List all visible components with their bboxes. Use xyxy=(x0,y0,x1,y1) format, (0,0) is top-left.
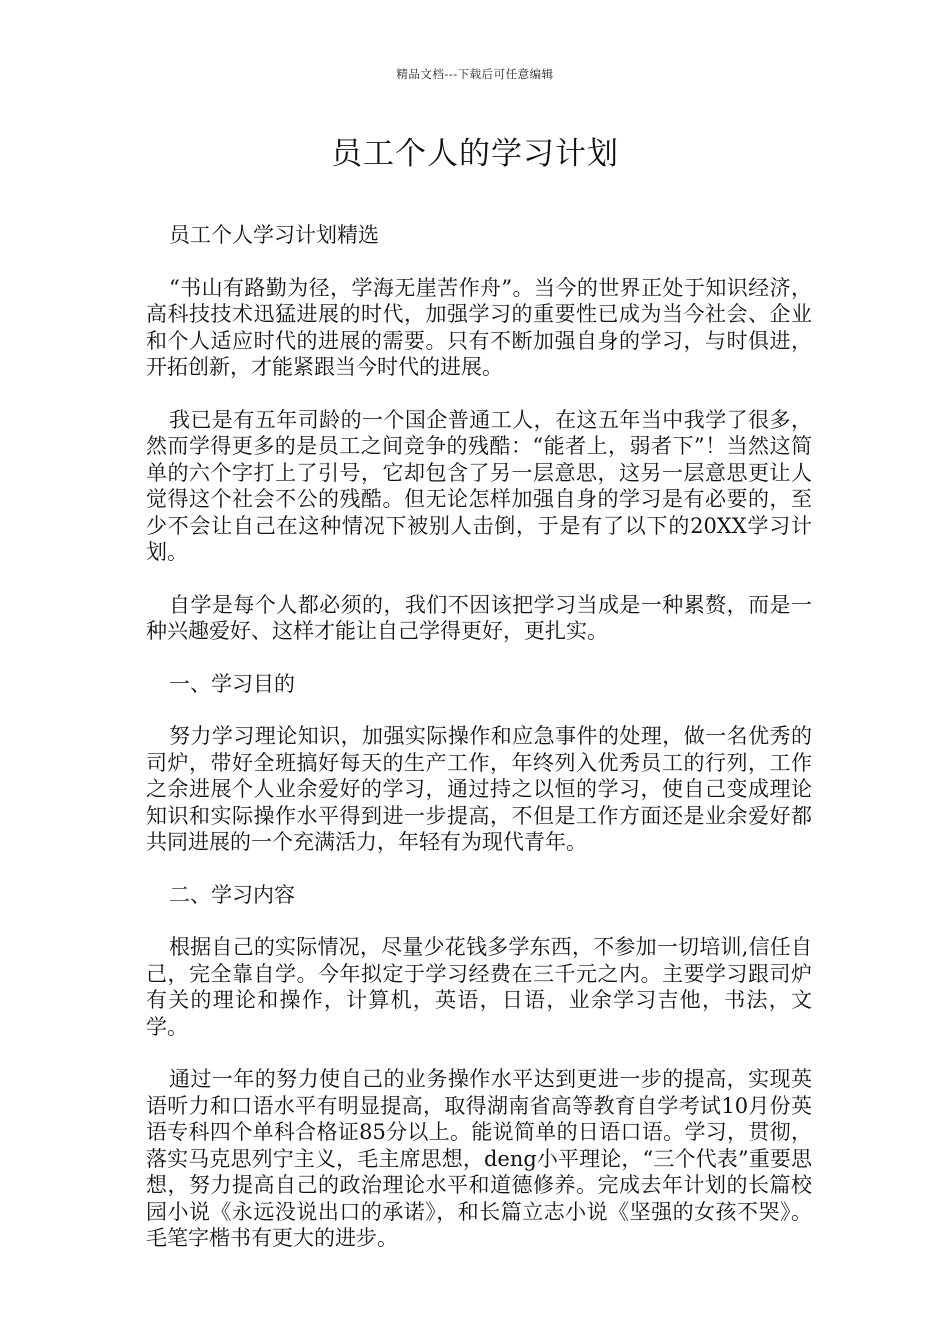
background-paragraph: 我已是有五年司龄的一个国企普通工人，在这五年当中我学了很多，然而学得更多的是员工之间竞争的残酷：“能者上，弱者下”！当然这简单的六个字打上了引号，它却包含了另一层意思，这另一层意思更让人觉得这个社会不公的残酷。但无论怎样加强自身的学习是有必要的，至少不会让自己在这种情况下被别人击倒，于是有了以下的20XX学习计划。 xyxy=(146,407,812,564)
header-note: 精品文档---下载后可任意编辑 xyxy=(396,67,554,81)
section-heading-content: 二、学习内容 xyxy=(169,882,295,907)
document-body xyxy=(146,222,812,1278)
intro-paragraph: “书山有路勤为径，学海无崖苦作舟”。当今的世界正处于知识经济，高科技技术迅猛进展的时代，加强学习的重要性已成为当今社会、企业和个人适应时代的进展的需要。只有不断加强自身的学习，与时俱进，开拓创新，才能紧跟当今时代的进展。 xyxy=(146,275,812,379)
self-study-paragraph: 自学是每个人都必须的，我们不因该把学习当成是一种累赘，而是一种兴趣爱好、这样才能让自己学得更好，更扎实。 xyxy=(146,592,812,643)
section-heading-purpose: 一、学习目的 xyxy=(169,671,295,696)
document-title: 员工个人的学习计划 xyxy=(331,136,619,172)
content-paragraph: 根据自己的实际情况，尽量少花钱多学东西，不参加一切培训,信任自己，完全靠自学。今年拟定于学习经费在三千元之内。主要学习跟司炉有关的理论和操作，计算机，英语，日语，业余学习吉他，书法，文学。 xyxy=(146,935,812,1039)
goals-paragraph: 通过一年的努力使自己的业务操作水平达到更进一步的提高，实现英语听力和口语水平有明显提高，取得湖南省高等教育自学考试10月份英语专科四个单科合格证85分以上。能说简单的日语口语。学习，贯彻，落实马克思列宁主义，毛主席思想，deng小平理论，“三个代表”重要思想，努力提高自己的政治理论水平和道德修养。完成去年计划的长篇校园小说《永远没说出口的承诺》，和长篇立志小说《坚强的女孩不哭》。毛笔字楷书有更大的进步。 xyxy=(146,1067,812,1250)
subtitle-paragraph: 员工个人学习计划精选 xyxy=(169,223,379,247)
purpose-paragraph: 努力学习理论知识，加强实际操作和应急事件的处理，做一名优秀的司炉，带好全班搞好每天的生产工作，年终列入优秀员工的行列，工作之余进展个人业余爱好的学习，通过持之以恒的学习，使自己变成理论知识和实际操作水平得到进一步提高，不但是工作方面还是业余爱好都共同进展的一个充满活力，年轻有为现代青年。 xyxy=(146,724,812,854)
